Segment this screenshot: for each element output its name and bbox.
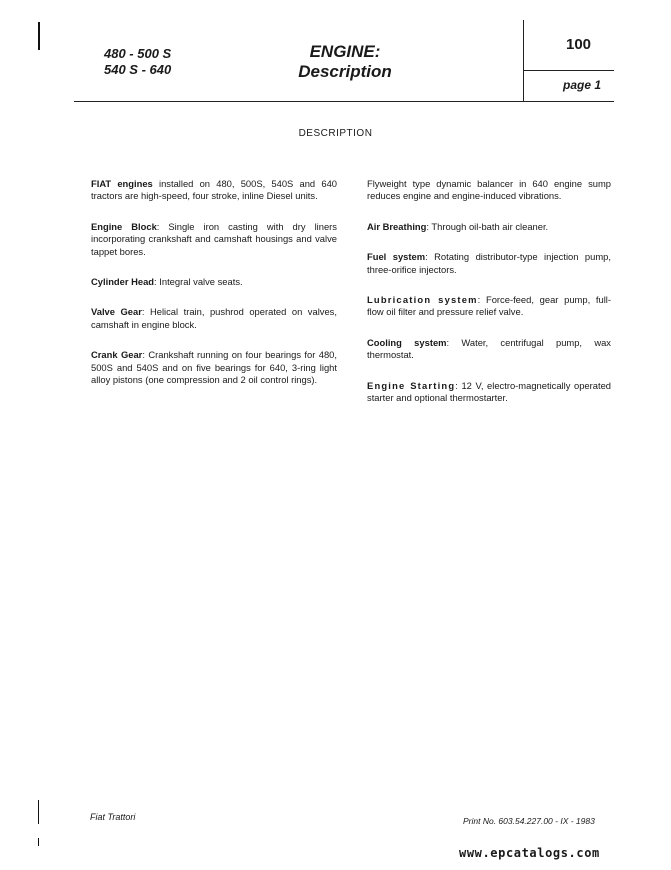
paragraph: [367, 221, 611, 233]
section-number: 100: [566, 36, 592, 53]
term: Cooling system: [367, 336, 447, 348]
left-column: [91, 178, 337, 404]
description: : Through oil-bath air cleaner.: [426, 220, 549, 232]
paragraph: [91, 178, 337, 203]
section-heading: DESCRIPTION: [298, 128, 373, 139]
description: : Crankshaft running on four bearings for 480, 500S and 540S and on five bearings for 640, 3-ring light alloy pistons (one compression and 2 oil control rings).: [91, 349, 338, 386]
title-line-1: ENGINE:: [309, 42, 381, 61]
paragraph: [91, 221, 337, 258]
header-divider-vertical: [523, 20, 524, 102]
model-list: [104, 46, 171, 78]
description: Flyweight type dynamic balancer in 640 engine sump reduces engine and engine-induced vibrations.: [367, 178, 611, 202]
watermark-url[interactable]: www.epcatalogs.com: [459, 846, 600, 860]
models-line-2: 540 S - 640: [104, 62, 172, 77]
header-divider-box: [523, 70, 614, 71]
term: FIAT engines: [91, 178, 153, 189]
description: : Single iron casting with dry liners incorporating crankshaft and camshaft housings and valve tappet bores.: [91, 220, 337, 257]
description: : 12 V, electro-magnetically operated starter and optional thermostarter.: [367, 379, 612, 404]
models-line-1: 480 - 500 S: [104, 46, 172, 61]
paragraph: [91, 306, 337, 331]
paragraph: [367, 178, 611, 203]
term: Engine Block: [91, 220, 157, 232]
publisher: Fiat Trattori: [90, 812, 136, 822]
title-line-2: Description: [298, 62, 392, 81]
description: : Rotating distributor-type injection pump, three-orifice injectors.: [367, 251, 611, 275]
paragraph: [367, 251, 611, 276]
paragraph: [91, 276, 337, 288]
margin-mark: [38, 800, 39, 824]
term: Lubrication system: [367, 294, 478, 306]
description: : Helical train, pushrod operated on valves, camshaft in engine block.: [91, 306, 337, 330]
description: : Integral valve seats.: [154, 276, 243, 288]
paragraph: [367, 337, 611, 362]
term: Air Breathing: [367, 220, 427, 232]
margin-mark: [38, 838, 39, 846]
paragraph: [367, 380, 611, 405]
term: Fuel system: [367, 251, 426, 263]
print-number: Print No. 603.54.227.00 - IX - 1983: [463, 816, 595, 826]
page-label: page 1: [563, 78, 602, 92]
right-column: [367, 178, 611, 422]
term: Engine Starting: [367, 379, 456, 391]
margin-mark: [38, 22, 40, 50]
paragraph: [91, 349, 337, 386]
term: Cylinder Head: [91, 276, 155, 288]
description: : Force-feed, gear pump, full-flow oil filter and pressure relief valve.: [367, 294, 611, 318]
term: Crank Gear: [91, 349, 143, 361]
header-rule: [74, 101, 614, 102]
description: installed on 480, 500S, 540S and 640 tractors are high-speed, four stroke, inline Diesel units.: [91, 178, 338, 202]
page-title: [260, 42, 430, 82]
description: : Water, centrifugal pump, wax thermostat.: [367, 336, 611, 361]
paragraph: [367, 294, 611, 319]
term: Valve Gear: [91, 306, 142, 318]
